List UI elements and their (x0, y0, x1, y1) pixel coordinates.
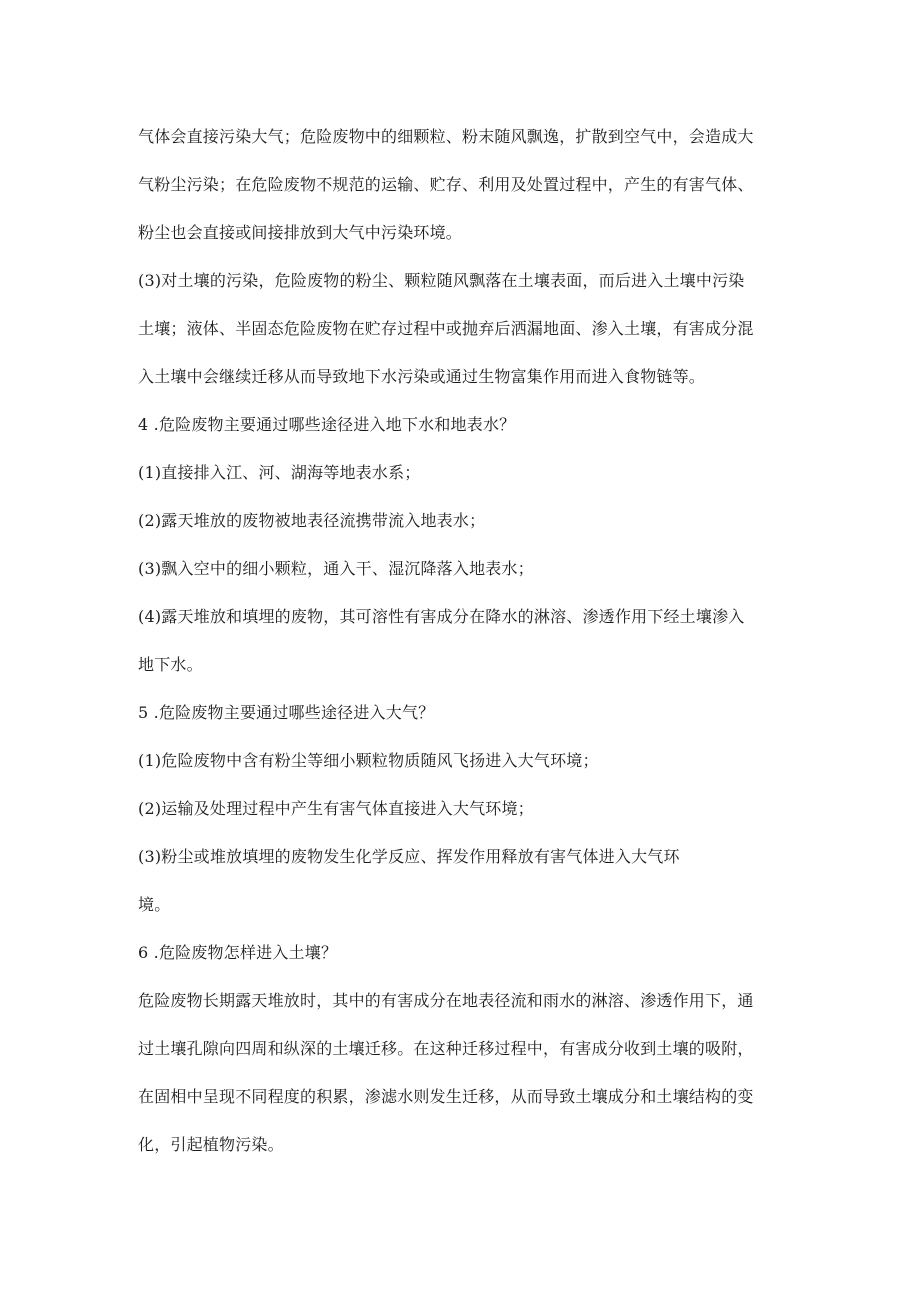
list-item: (2)露天堆放的废物被地表径流携带流入地表水； (138, 511, 486, 530)
list-item-continuation: 境。 (138, 895, 171, 914)
paragraph-line: 气粉尘污染；在危险废物不规范的运输、贮存、利用及处置过程中，产生的有害气体、 (138, 175, 754, 194)
paragraph-line: (3)对土壤的污染，危险废物的粉尘、颗粒随风飘落在土壤表面，而后进入土壤中污染 (138, 271, 745, 290)
list-item-continuation: 地下水。 (138, 655, 203, 674)
list-item: (4)露天堆放和填埋的废物，其可溶性有害成分在降水的淋溶、渗透作用下经土壤渗入 (138, 607, 745, 626)
list-item: (3)粉尘或堆放填埋的废物发生化学反应、挥发作用释放有害气体进入大气环 (138, 847, 680, 866)
question-heading: 5 .危险废物主要通过哪些途径进入大气？ (138, 703, 435, 722)
list-item: (3)飘入空中的细小颗粒，通入干、湿沉降落入地表水； (138, 559, 534, 578)
paragraph-line: 化，引起植物污染。 (138, 1135, 284, 1154)
question-heading: 4 .危险废物主要通过哪些途径进入地下水和地表水？ (138, 415, 516, 434)
paragraph-line: 过土壤孔隙向四周和纵深的土壤迁移。在这种迁移过程中，有害成分收到土壤的吸附， (138, 1039, 754, 1058)
paragraph-line: 土壤；液体、半固态危险废物在贮存过程中或抛弃后洒漏地面、渗入土壤，有害成分混 (138, 319, 754, 338)
paragraph-line: 在固相中呈现不同程度的积累，渗滤水则发生迁移，从而导致土壤成分和土壤结构的变 (138, 1087, 754, 1106)
list-item: (2)运输及处理过程中产生有害气体直接进入大气环境； (138, 799, 534, 818)
paragraph-line: 危险废物长期露天堆放时，其中的有害成分在地表径流和雨水的淋溶、渗透作用下，通 (138, 991, 754, 1010)
list-item: (1)危险废物中含有粉尘等细小颗粒物质随风飞扬进入大气环境； (138, 751, 599, 770)
paragraph-line: 入土壤中会继续迁移从而导致地下水污染或通过生物富集作用而进入食物链等。 (138, 367, 706, 386)
question-heading: 6 .危险废物怎样进入土壤？ (138, 943, 338, 962)
paragraph-line: 气体会直接污染大气；危险废物中的细颗粒、粉末随风飘逸，扩散到空气中，会造成大 (138, 127, 754, 146)
list-item: (1)直接排入江、河、湖海等地表水系； (138, 463, 421, 482)
paragraph-line: 粉尘也会直接或间接排放到大气中污染环境。 (138, 223, 463, 242)
